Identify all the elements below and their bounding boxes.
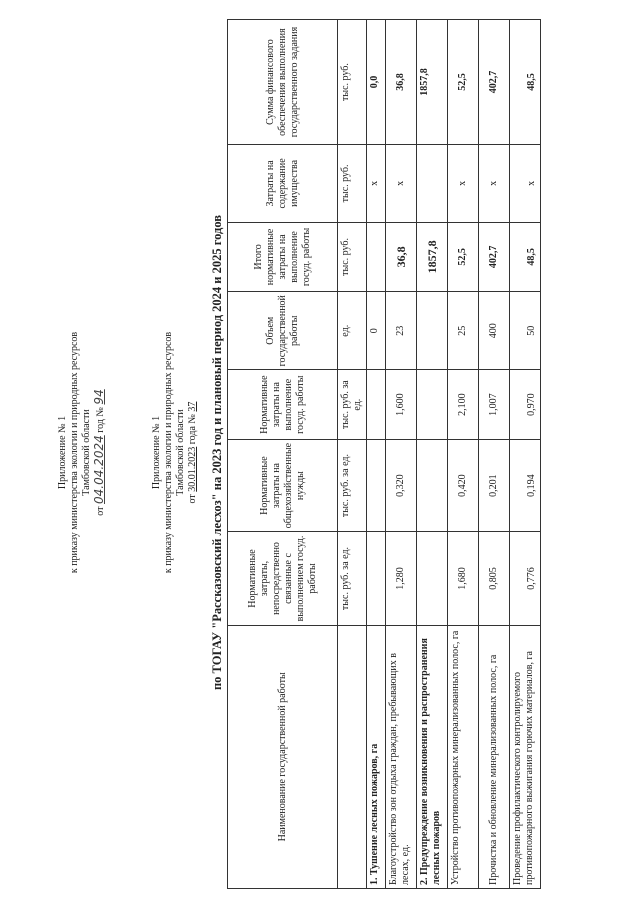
- unit-cell: тыс. руб.: [338, 145, 367, 223]
- unit-cell: тыс. руб. за ед.: [338, 370, 367, 440]
- order-number-handwritten: 94: [92, 389, 106, 405]
- volume-cell: 0: [367, 292, 386, 370]
- appendix-header-old: [151, 0, 199, 905]
- amount-cell: 36,8: [386, 20, 417, 145]
- amount-cell: 402,7: [479, 20, 510, 145]
- order-issuer: к приказу министерства экологии и природных ресурсов: [69, 331, 80, 574]
- work-name: 1. Тушение лесных пожаров, га: [367, 625, 386, 888]
- work-name: Прочистка и обновление минерализованных полос, га: [479, 625, 510, 888]
- amount-cell: 48,5: [510, 20, 541, 145]
- unit-cell: тыс. руб.: [338, 222, 367, 291]
- order-date: 30.01.2023: [187, 446, 198, 492]
- table-row: Прочистка и обновление минерализованных полос, га 0,805 0,201 1,007 400 402,7 x 402,7: [479, 20, 510, 889]
- unit-cell: ед.: [338, 292, 367, 370]
- col-header: Объем государственной работы: [228, 292, 338, 370]
- table-row: Проведение профилактического контролируемого противопожарного выжигания горючих материалов, га 0,776 0,194 0,970 50 48,5 x 48,5: [510, 20, 541, 889]
- order-issuer: к приказу министерства экологии и природных ресурсов: [163, 331, 174, 574]
- table-header-row: [228, 20, 338, 889]
- amount-cell: 1857,8: [417, 20, 448, 145]
- table-row: Благоустройство зон отдыха граждан, пребывающих в лесах, ед. 1,280 0,320 1,600 23 36,8 x 36,8: [386, 20, 417, 889]
- col-header: Нормативные затраты на выполнение госуд. работы: [228, 370, 338, 440]
- work-name: Устройство противопожарных минерализованных полос, га: [448, 625, 479, 888]
- table-units-row: [338, 20, 367, 889]
- order-date-handwritten: 04.04.2024: [92, 435, 106, 504]
- appendix-label: Приложение № 1: [151, 415, 162, 490]
- volume-cell: 25: [448, 292, 479, 370]
- document-title: по ТОГАУ "Рассказовский лесхоз" на 2023 год и плановый период 2024 и 2025 годов: [210, 214, 224, 691]
- volume-cell: 50: [510, 292, 541, 370]
- cost-table: [227, 19, 541, 889]
- volume-cell: 400: [479, 292, 510, 370]
- work-name: Благоустройство зон отдыха граждан, пребывающих в лесах, ед.: [386, 625, 417, 888]
- region: Тамбовской области: [175, 409, 186, 496]
- col-header: Нормативные затраты, непосредственно связанные с выполнением госуд. работы: [228, 532, 338, 625]
- order-number: 37: [187, 401, 198, 412]
- unit-cell: тыс. руб.: [338, 20, 367, 145]
- order-date-line: от 04.04.2024 год № 94: [92, 389, 106, 516]
- volume-cell: [417, 292, 448, 370]
- table-row: 1. Тушение лесных пожаров, га 0 x 0,0: [367, 20, 386, 889]
- appendix-header-new: [57, 0, 107, 905]
- volume-cell: 23: [386, 292, 417, 370]
- region: Тамбовской области: [81, 409, 92, 496]
- unit-cell: тыс. руб. за ед.: [338, 439, 367, 531]
- table-row: 2. Предупреждение возникновения и распространения лесных пожаров 1857,8 1857,8: [417, 20, 448, 889]
- work-name: 2. Предупреждение возникновения и распространения лесных пожаров: [417, 625, 448, 888]
- col-header: Итого нормативные затраты на выполнение госуд. работы: [228, 222, 338, 291]
- order-date-line: от 30.01.2023 года № 37: [187, 401, 198, 504]
- work-name: Проведение профилактического контролируемого противопожарного выжигания горючих материалов, га: [510, 625, 541, 888]
- unit-cell: [338, 625, 367, 888]
- col-header: Затраты на содержание имущества: [228, 145, 338, 223]
- col-header: Сумма финансового обеспечения выполнения государственного задания: [228, 20, 338, 145]
- col-header: Нормативные затраты на общехозяйственные нужды: [228, 439, 338, 531]
- appendix-label: Приложение № 1: [57, 415, 68, 490]
- amount-cell: 0,0: [367, 20, 386, 145]
- amount-cell: 52,5: [448, 20, 479, 145]
- table-row: Устройство противопожарных минерализованных полос, га 1,680 0,420 2,100 25 52,5 x 52,5: [448, 20, 479, 889]
- col-header: Наименование государственной работы: [228, 625, 338, 888]
- unit-cell: тыс. руб. за ед.: [338, 532, 367, 625]
